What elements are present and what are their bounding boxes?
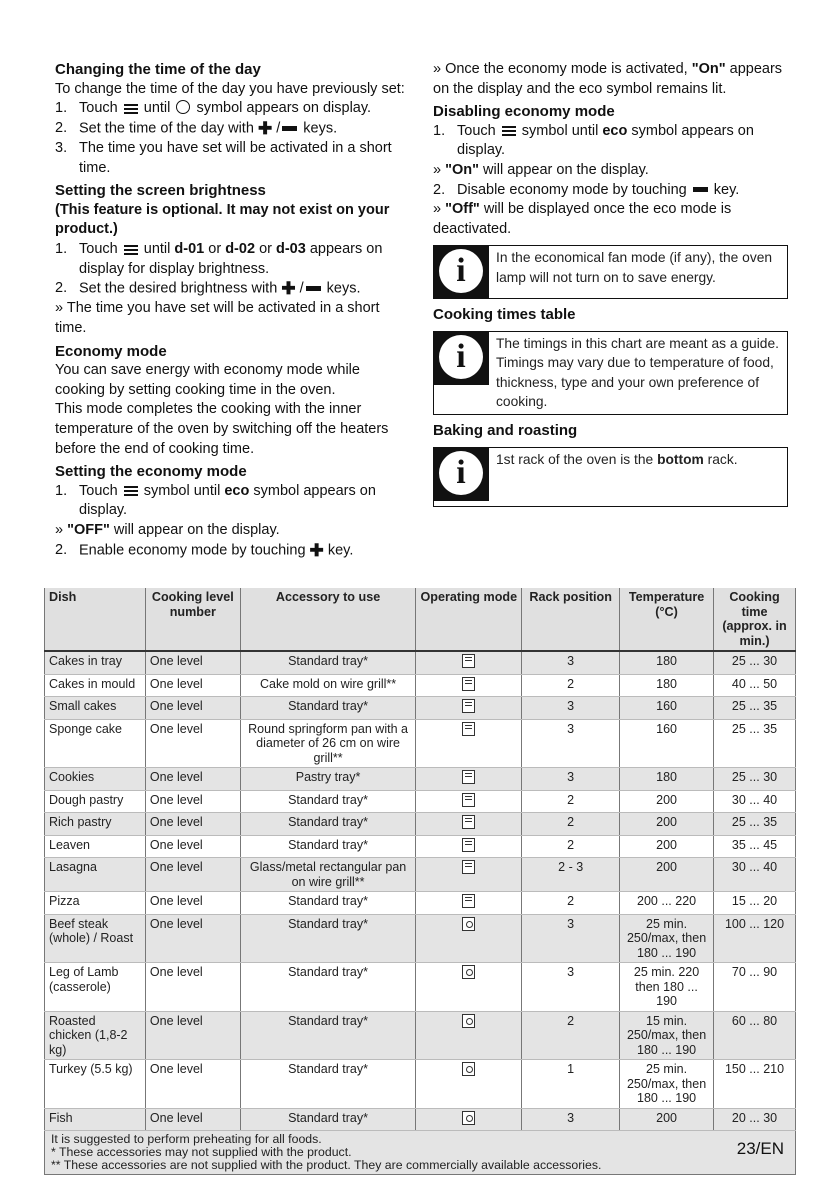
table-row	[45, 719, 796, 768]
cell-level: One level	[145, 1108, 240, 1131]
cell-level: One level	[145, 813, 240, 836]
cell-mode	[416, 914, 522, 963]
text: or	[259, 240, 272, 257]
optional-note: (This feature is optional. It may not exist on your product.)	[55, 201, 390, 238]
grill-mode-icon	[462, 677, 475, 691]
cell-level: One level	[145, 697, 240, 720]
heading-brightness: Setting the screen brightness	[55, 182, 266, 200]
cell-mode	[416, 835, 522, 858]
right-column	[433, 60, 788, 513]
text: or	[208, 240, 222, 257]
cell-level: One level	[145, 892, 240, 915]
cell-mode	[416, 858, 522, 892]
list-item: 1. Touch until d-01 or d-02 or d-03 appears on display for display brightness.	[55, 240, 383, 277]
footnote: * These accessories may not supplied with the product.	[51, 1145, 352, 1159]
table-row	[45, 674, 796, 697]
table-footnotes	[45, 1131, 796, 1175]
cell-level: One level	[145, 1060, 240, 1109]
cell-rack: 3	[522, 963, 620, 1012]
cell-mode	[416, 892, 522, 915]
cell-dish: Pizza	[45, 892, 146, 915]
cell-temp: 180	[620, 651, 714, 674]
cell-mode	[416, 1060, 522, 1109]
text: 1st rack of the oven is the	[496, 451, 654, 467]
text: symbol until	[521, 122, 599, 139]
info-text	[492, 448, 787, 472]
text: symbol appears on display.	[196, 100, 372, 117]
text: will appear on the display.	[483, 161, 649, 178]
table-row	[45, 768, 796, 791]
list-item: 2. Disable economy mode by touching key.	[433, 181, 740, 198]
text: » Once the economy mode is activated,	[433, 61, 688, 77]
plus-icon: ✚	[281, 279, 296, 299]
cell-temp: 15 min. 250/max, then 180 ... 190	[620, 1011, 714, 1060]
info-text: The timings in this chart are meant as a guide. Timings may vary due to temperature of food, thickness, type and your own preference of cooking.	[496, 335, 779, 410]
cell-acc: Cake mold on wire grill**	[240, 674, 416, 697]
cell-dish: Fish	[45, 1108, 146, 1131]
info-icon	[433, 331, 489, 385]
text: key.	[713, 181, 740, 198]
cell-acc: Standard tray*	[240, 1060, 416, 1109]
text: Touch	[79, 100, 118, 117]
cell-level: One level	[145, 963, 240, 1012]
column-header: Operating mode	[416, 588, 522, 651]
grill-mode-icon	[462, 894, 475, 908]
info-icon	[433, 447, 489, 501]
cell-time: 15 ... 20	[714, 892, 796, 915]
cell-acc: Standard tray*	[240, 790, 416, 813]
table-row	[45, 1060, 796, 1109]
cell-mode	[416, 651, 522, 674]
text: keys.	[326, 280, 361, 297]
column-header: Temperature (°C)	[620, 588, 714, 651]
text: keys.	[303, 120, 338, 137]
text: Touch	[79, 482, 118, 499]
menu-icon	[502, 125, 516, 136]
column-header: Rack position	[522, 588, 620, 651]
text: Set the desired brightness with	[79, 280, 278, 297]
cell-rack: 2	[522, 790, 620, 813]
fan-mode-icon	[462, 1062, 475, 1076]
heading-change-time: Changing the time of the day	[55, 61, 261, 78]
cell-time: 35 ... 45	[714, 835, 796, 858]
info-box	[433, 245, 788, 299]
cell-rack: 3	[522, 651, 620, 674]
cell-level: One level	[145, 858, 240, 892]
cell-dish: Cookies	[45, 768, 146, 791]
paragraph: You can save energy with economy mode while cooking by setting cooking time in the oven.	[55, 362, 360, 398]
code: d-01	[174, 240, 205, 257]
plus-icon: ✚	[257, 118, 273, 138]
fan-mode-icon	[462, 1014, 475, 1028]
cell-temp: 180	[620, 674, 714, 697]
cell-rack: 1	[522, 1060, 620, 1109]
minus-icon	[306, 286, 321, 291]
fan-mode-icon	[462, 965, 475, 979]
cell-time: 20 ... 30	[714, 1108, 796, 1131]
text: will appear on the display.	[113, 521, 280, 538]
cell-acc: Standard tray*	[240, 651, 416, 674]
cell-mode	[416, 790, 522, 813]
table-row	[45, 651, 796, 674]
grill-mode-icon	[462, 654, 475, 668]
cell-acc: Standard tray*	[240, 697, 416, 720]
cell-time: 25 ... 30	[714, 768, 796, 791]
cell-time: 40 ... 50	[714, 674, 796, 697]
cell-temp: 200	[620, 790, 714, 813]
text: »	[433, 161, 442, 178]
cell-time: 150 ... 210	[714, 1060, 796, 1109]
heading-baking-roasting: Baking and roasting	[433, 421, 578, 439]
cell-level: One level	[145, 1011, 240, 1060]
text: rack.	[707, 451, 738, 467]
table-row	[45, 892, 796, 915]
cell-time: 30 ... 40	[714, 790, 796, 813]
cell-rack: 3	[522, 697, 620, 720]
cell-time: 60 ... 80	[714, 1011, 796, 1060]
cell-rack: 2	[522, 892, 620, 915]
code: d-02	[225, 240, 256, 257]
text: symbol appears on display.	[457, 122, 754, 159]
cell-mode	[416, 768, 522, 791]
cell-mode	[416, 719, 522, 768]
cell-temp: 25 min. 220 then 180 ... 190	[620, 963, 714, 1012]
info-icon-glyph: i	[439, 249, 483, 293]
text: »	[55, 521, 64, 538]
list-item: 2. Set the time of the day with ✚ / keys.	[55, 118, 338, 138]
list-item: 1. Touch until symbol appears on display.	[55, 100, 372, 117]
table-row	[45, 1108, 796, 1131]
heading-economy: Economy mode	[55, 342, 167, 360]
minus-icon	[693, 187, 708, 192]
cell-level: One level	[145, 835, 240, 858]
cell-acc: Standard tray*	[240, 1108, 416, 1131]
list-item: 2. Set the desired brightness with ✚ / keys.	[55, 279, 361, 299]
info-icon-glyph: i	[439, 335, 483, 379]
text: will be displayed once the eco mode is deactivated.	[433, 201, 732, 237]
cell-temp: 200	[620, 1108, 714, 1131]
column-header: Dish	[45, 588, 146, 651]
column-header: Accessory to use	[240, 588, 416, 651]
clock-icon	[176, 100, 190, 114]
text: until	[143, 100, 171, 117]
grill-mode-icon	[462, 770, 475, 784]
info-icon-glyph: i	[439, 451, 483, 495]
text: appears on display for display brightness.	[79, 240, 383, 277]
footnote: ** These accessories are not supplied with the product. They are commercially available accessories.	[51, 1158, 602, 1172]
cell-acc: Pastry tray*	[240, 768, 416, 791]
text: Enable economy mode by touching	[79, 542, 306, 559]
paragraph	[433, 161, 788, 181]
text: The time you have set will be activated in a short time.	[79, 140, 392, 176]
cell-dish: Small cakes	[45, 697, 146, 720]
menu-icon	[124, 244, 138, 255]
table-row	[45, 1011, 796, 1060]
heading-set-economy: Setting the economy mode	[55, 463, 247, 481]
cell-dish: Cakes in tray	[45, 651, 146, 674]
eco-label: eco	[224, 482, 250, 499]
grill-mode-icon	[462, 838, 475, 852]
on-label: "On"	[691, 61, 726, 77]
cell-acc: Standard tray*	[240, 892, 416, 915]
grill-mode-icon	[462, 793, 475, 807]
cell-mode	[416, 674, 522, 697]
cell-acc: Standard tray*	[240, 1011, 416, 1060]
cell-dish: Leaven	[45, 835, 146, 858]
cell-dish: Turkey (5.5 kg)	[45, 1060, 146, 1109]
cell-dish: Beef steak (whole) / Roast	[45, 914, 146, 963]
cell-mode	[416, 813, 522, 836]
heading-cooking-times: Cooking times table	[433, 306, 576, 324]
table-header-row	[45, 588, 796, 651]
cell-mode	[416, 697, 522, 720]
text: »	[433, 201, 442, 218]
on-label: "On"	[445, 161, 479, 178]
text: Touch	[457, 122, 496, 139]
column-header: Cooking level number	[145, 588, 240, 651]
cell-temp: 180	[620, 768, 714, 791]
info-box	[433, 331, 788, 415]
cell-time: 25 ... 35	[714, 719, 796, 768]
paragraph: This mode completes the cooking with the inner temperature of the oven by switching off the heaters before the end of cooking time.	[55, 401, 389, 457]
cell-temp: 200	[620, 835, 714, 858]
cell-acc: Standard tray*	[240, 813, 416, 836]
paragraph	[433, 60, 788, 99]
cell-level: One level	[145, 651, 240, 674]
page-number: 23/EN	[736, 1139, 784, 1158]
cell-level: One level	[145, 674, 240, 697]
cell-dish: Roasted chicken (1,8-2 kg)	[45, 1011, 146, 1060]
cell-temp: 200	[620, 858, 714, 892]
cell-temp: 200 ... 220	[620, 892, 714, 915]
table-row	[45, 790, 796, 813]
footnote: It is suggested to perform preheating for all foods.	[51, 1132, 322, 1146]
cell-temp: 160	[620, 697, 714, 720]
cell-acc: Standard tray*	[240, 914, 416, 963]
menu-icon	[124, 103, 138, 114]
cell-acc: Round springform pan with a diameter of 26 cm on wire grill**	[240, 719, 416, 768]
info-icon	[433, 245, 489, 299]
cell-level: One level	[145, 768, 240, 791]
cell-mode	[416, 1108, 522, 1131]
cell-acc: Standard tray*	[240, 835, 416, 858]
cell-rack: 2	[522, 813, 620, 836]
off-label: "Off"	[445, 201, 480, 218]
cell-level: One level	[145, 719, 240, 768]
table-row	[45, 697, 796, 720]
cell-time: 100 ... 120	[714, 914, 796, 963]
cell-time: 25 ... 35	[714, 813, 796, 836]
fan-mode-icon	[462, 1111, 475, 1125]
cell-dish: Cakes in mould	[45, 674, 146, 697]
cell-temp: 25 min. 250/max, then 180 ... 190	[620, 914, 714, 963]
text: appears on the display and the eco symbol remains lit.	[433, 61, 783, 97]
text: key.	[327, 542, 354, 559]
grill-mode-icon	[462, 860, 475, 874]
paragraph: To change the time of the day you have previously set:	[55, 80, 405, 97]
list-item: 3. The time you have set will be activated in a short time.	[55, 139, 407, 178]
cell-mode	[416, 1011, 522, 1060]
table-row	[45, 963, 796, 1012]
eco-label: eco	[602, 122, 628, 139]
cell-level: One level	[145, 790, 240, 813]
cell-temp: 160	[620, 719, 714, 768]
cell-acc: Glass/metal rectangular pan on wire grill**	[240, 858, 416, 892]
menu-icon	[124, 485, 138, 496]
table-row	[45, 813, 796, 836]
cell-time: 30 ... 40	[714, 858, 796, 892]
cell-time: 25 ... 35	[714, 697, 796, 720]
grill-mode-icon	[462, 815, 475, 829]
cell-dish: Lasagna	[45, 858, 146, 892]
cell-rack: 2 - 3	[522, 858, 620, 892]
table-row	[45, 914, 796, 963]
cell-acc: Standard tray*	[240, 963, 416, 1012]
text: Set the time of the day with	[79, 120, 254, 137]
cell-temp: 200	[620, 813, 714, 836]
text: Touch	[79, 240, 118, 257]
text: symbol appears on display.	[79, 482, 376, 519]
cell-dish: Sponge cake	[45, 719, 146, 768]
heading-disable-economy: Disabling economy mode	[433, 103, 615, 121]
table-row	[45, 858, 796, 892]
cell-rack: 2	[522, 835, 620, 858]
cell-temp: 25 min. 250/max, then 180 ... 190	[620, 1060, 714, 1109]
grill-mode-icon	[462, 699, 475, 713]
cell-dish: Leg of Lamb (casserole)	[45, 963, 146, 1012]
code: d-03	[276, 240, 306, 257]
bottom-label: bottom	[657, 451, 704, 467]
cell-dish: Dough pastry	[45, 790, 146, 813]
cell-rack: 3	[522, 719, 620, 768]
table-row	[45, 835, 796, 858]
cooking-table	[44, 588, 796, 1175]
cell-rack: 2	[522, 1011, 620, 1060]
list-item: 2. Enable economy mode by touching ✚ key.	[55, 540, 354, 560]
cell-rack: 3	[522, 1108, 620, 1131]
paragraph: » The time you have set will be activated in a short time.	[55, 300, 380, 336]
text: until	[143, 240, 171, 257]
cell-level: One level	[145, 914, 240, 963]
minus-icon	[282, 126, 297, 131]
column-header: Cooking time (approx. in min.)	[714, 588, 796, 651]
info-box	[433, 447, 788, 507]
left-column	[55, 60, 407, 561]
paragraph	[433, 200, 788, 239]
cell-dish: Rich pastry	[45, 813, 146, 836]
text: Disable economy mode by touching	[457, 181, 687, 198]
cell-rack: 3	[522, 914, 620, 963]
cell-time: 70 ... 90	[714, 963, 796, 1012]
cell-rack: 2	[522, 674, 620, 697]
off-label: "OFF"	[67, 521, 110, 538]
info-text: In the economical fan mode (if any), the oven lamp will not turn on to save energy.	[496, 250, 773, 285]
paragraph	[55, 521, 407, 541]
text: symbol until	[143, 482, 221, 499]
list-item: 1. Touch symbol until eco symbol appears on display.	[433, 122, 754, 159]
fan-mode-icon	[462, 917, 475, 931]
plus-icon: ✚	[309, 540, 324, 560]
cell-time: 25 ... 30	[714, 651, 796, 674]
cell-mode	[416, 963, 522, 1012]
grill-mode-icon	[462, 722, 475, 736]
cell-rack: 3	[522, 768, 620, 791]
list-item: 1. Touch symbol until eco symbol appears on display.	[55, 482, 376, 519]
